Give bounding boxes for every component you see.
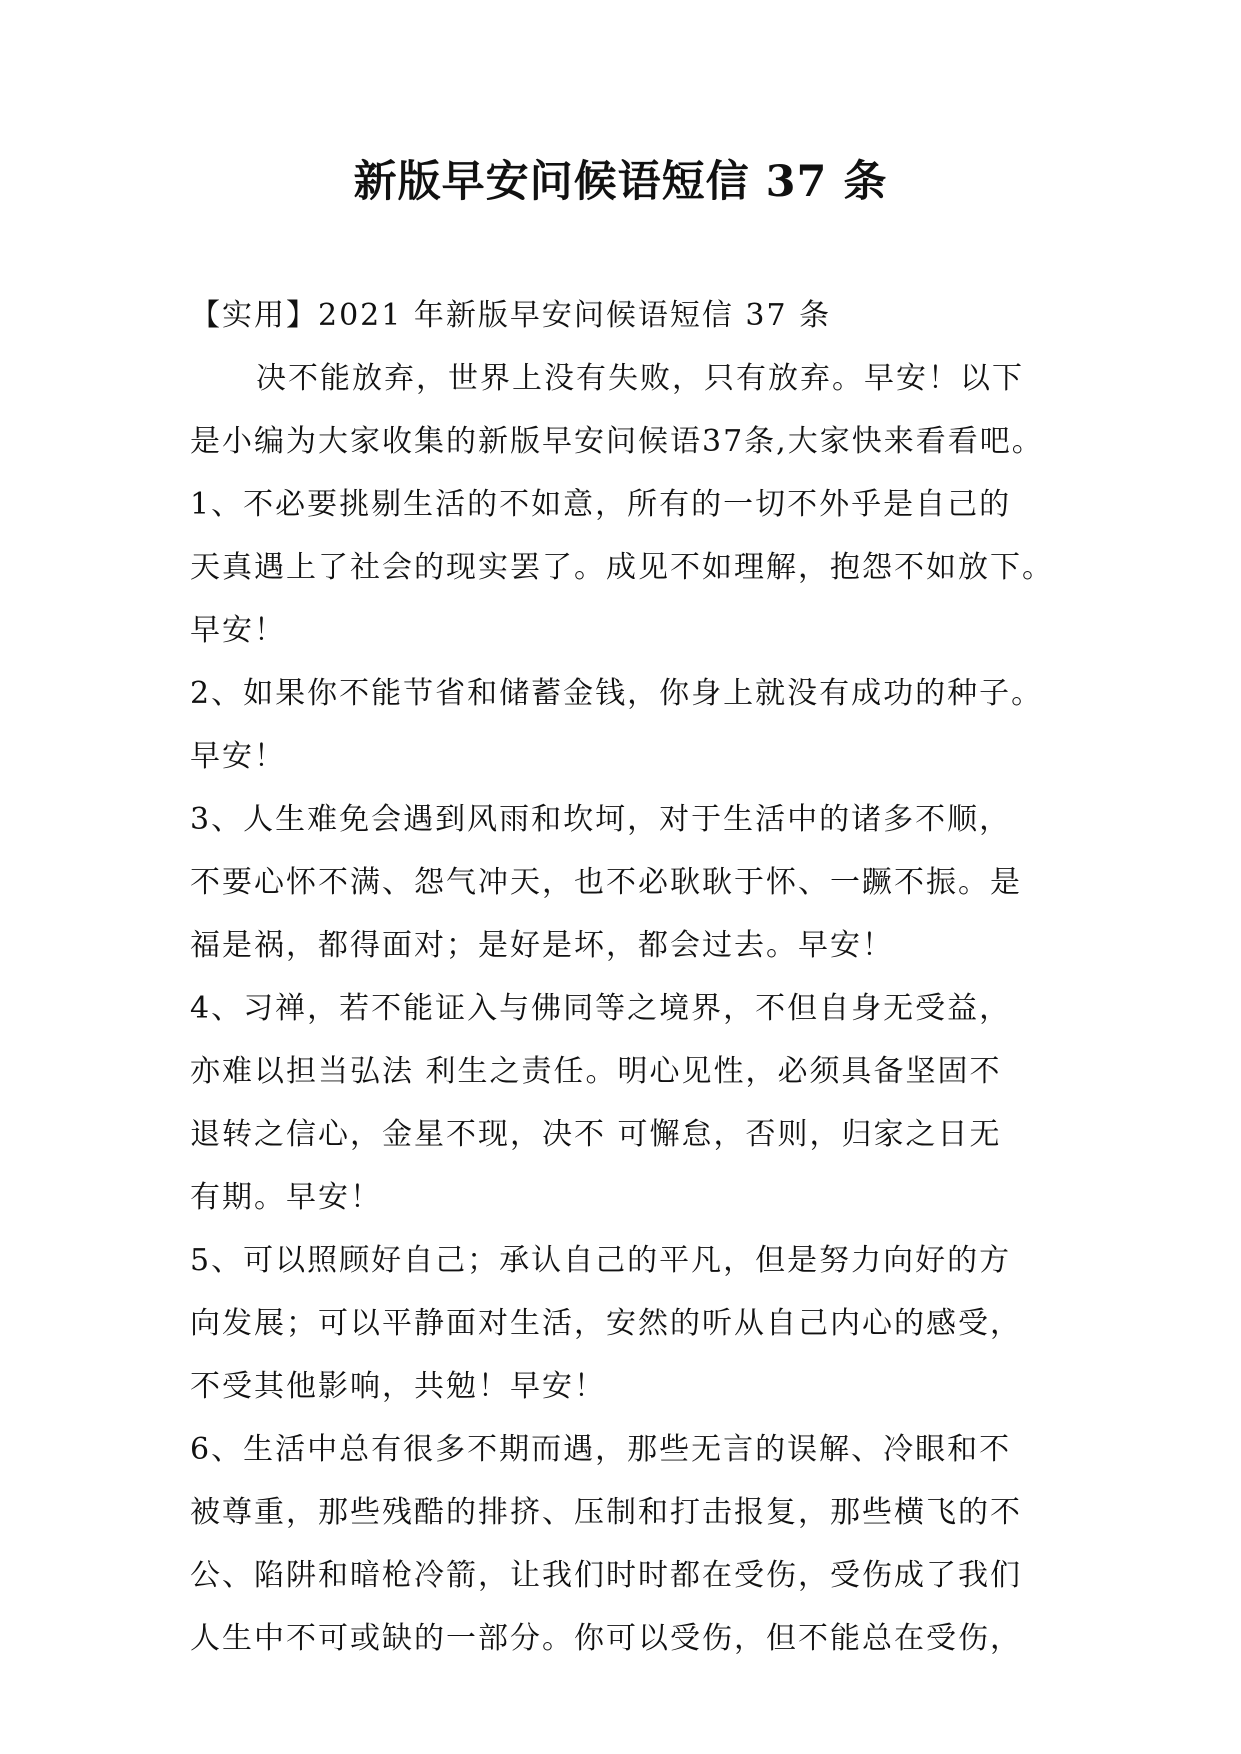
item-2-line-1: 2、如果你不能节省和储蓄金钱，你身上就没有成功的种子。 (190, 676, 1044, 711)
item-4-line-2: 亦难以担当弘法 利生之责任。明心见性，必须具备坚固不 (190, 1054, 1002, 1089)
item-1-line-1: 1、不必要挑剔生活的不如意，所有的一切不外乎是自己的 (190, 487, 1012, 522)
item-3-line-1: 3、人生难免会遇到风雨和坎坷，对于生活中的诸多不顺， (190, 802, 1012, 837)
item-3-line-3: 福是祸，都得面对；是好是坏，都会过去。早安！ (190, 928, 894, 963)
item-2-line-2: 早安！ (190, 739, 286, 774)
item-5-line-2: 向发展；可以平静面对生活，安然的听从自己内心的感受， (190, 1306, 1022, 1341)
document-body (190, 284, 1060, 1670)
item-4-line-4: 有期。早安！ (190, 1180, 382, 1215)
item-6-line-2: 被尊重，那些残酷的排挤、压制和打击报复，那些横飞的不 (190, 1495, 1022, 1530)
item-5-line-3: 不受其他影响，共勉！早安！ (190, 1369, 606, 1404)
item-6-line-1: 6、生活中总有很多不期而遇，那些无言的误解、冷眼和不 (190, 1432, 1012, 1467)
item-5-line-1: 5、可以照顾好自己；承认自己的平凡，但是努力向好的方 (190, 1243, 1012, 1278)
subtitle-line: 【实用】2021 年新版早安问候语短信 37 条 (190, 298, 832, 333)
document-title: 新版早安问候语短信 37 条 (353, 157, 888, 207)
item-1-line-2: 天真遇上了社会的现实罢了。成见不如理解，抱怨不如放下。 (190, 550, 1054, 585)
item-6-line-4: 人生中不可或缺的一部分。你可以受伤，但不能总在受伤， (190, 1621, 1022, 1656)
intro-line-1: 决不能放弃，世界上没有失败，只有放弃。早安！以下 (256, 361, 1024, 396)
item-3-line-2: 不要心怀不满、怨气冲天，也不必耿耿于怀、一蹶不振。是 (190, 865, 1022, 900)
item-4-line-1: 4、习禅，若不能证入与佛同等之境界，不但自身无受益， (190, 991, 1012, 1026)
item-4-line-3: 退转之信心，金星不现，决不 可懈怠，否则，归家之日无 (190, 1117, 1002, 1152)
intro-line-2: 是小编为大家收集的新版早安问候语37条,大家快来看看吧。 (190, 424, 1044, 459)
item-1-line-3: 早安！ (190, 613, 286, 648)
item-6-line-3: 公、陷阱和暗枪冷箭，让我们时时都在受伤，受伤成了我们 (190, 1558, 1022, 1593)
